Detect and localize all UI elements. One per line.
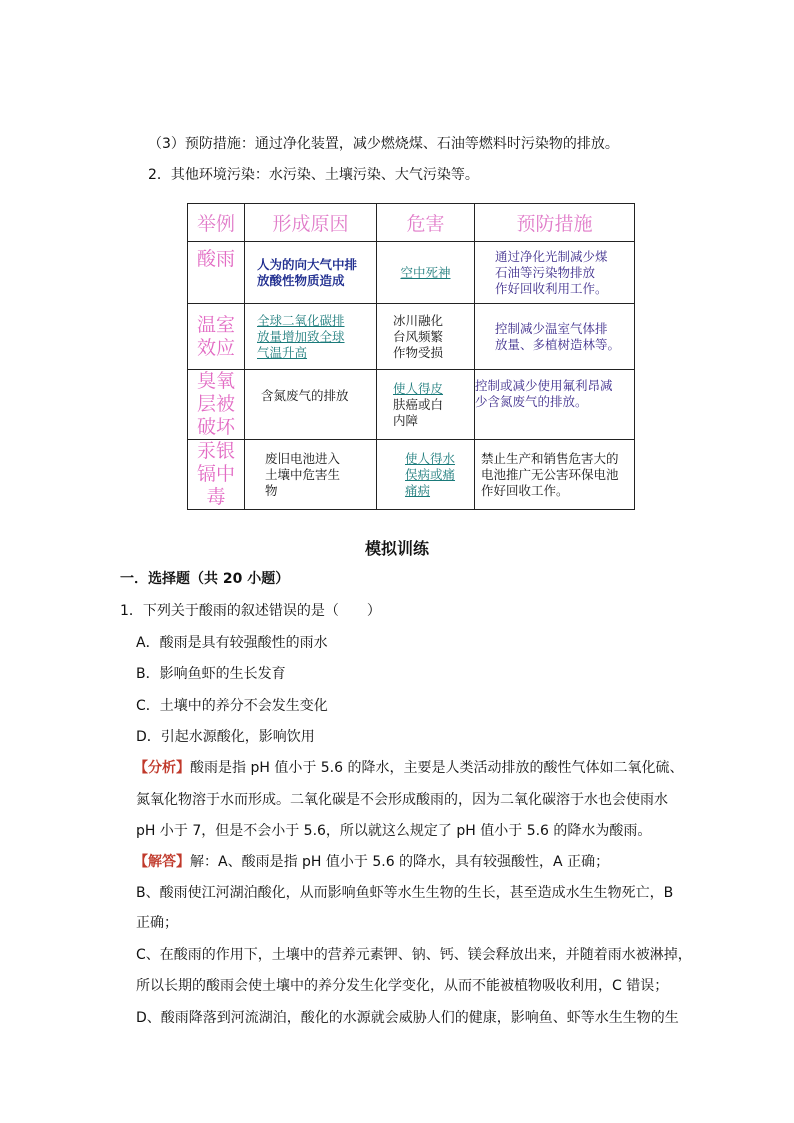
- answer-line-1: 【解答】解：A、酸雨是指 pH 值小于 5.6 的降水，具有较强酸性，A 正确；: [134, 854, 610, 870]
- answer-line-4: C、在酸雨的作用下，土壤中的营养元素钾、钠、钙、镁会释放出来，并随着雨水被淋掉，: [136, 947, 692, 963]
- header-prevention: 预防措施: [475, 204, 635, 242]
- table-row-ozone: [188, 370, 635, 440]
- header-example: 举例: [188, 204, 245, 242]
- row-prevention: 控制或减少使用氟利昂减 少含氮废气的排放。: [475, 370, 635, 440]
- analysis-line-1: 【分析】酸雨是指 pH 值小于 5.6 的降水，主要是人类活动排放的酸性气体如二氧化硫、: [134, 760, 684, 776]
- answer-line-2: B、酸雨使江河湖泊酸化，从而影响鱼虾等水生生物的生长，甚至造成水生生物死亡，B: [136, 885, 674, 901]
- row-prevention: 控制减少温室气体排 放量、多植树造林等。: [475, 304, 635, 370]
- table-row-mercury: [188, 440, 635, 510]
- option-d: D．引起水源酸化，影响饮用: [136, 729, 315, 745]
- header-harm: 危害: [377, 204, 475, 242]
- row-name: 汞银 镉中 毒: [188, 440, 245, 510]
- row-cause: 废旧电池进入 土壤中危害生 物: [245, 440, 377, 510]
- row-harm: 使人得皮 肤癌或白 内障: [377, 370, 475, 440]
- row-cause: 全球二氧化碳排 放量增加致全球 气温升高: [245, 304, 377, 370]
- intro-line-1: （3）预防措施：通过净化装置，减少燃烧煤、石油等燃料时污染物的排放。: [148, 136, 619, 152]
- analysis-line-2: 氮氧化物溶于水而形成。二氧化碳是不会形成酸雨的，因为二氧化碳溶于水也会使雨水: [136, 792, 668, 808]
- header-cause: 形成原因: [245, 204, 377, 242]
- answer-line-6: D、酸雨降落到河流湖泊，酸化的水源就会威胁人们的健康，影响鱼、虾等水生生物的生: [136, 1010, 679, 1026]
- answer-tag: 【解答】: [134, 854, 190, 870]
- table-header-row: [188, 204, 635, 242]
- intro-line-2: 2．其他环境污染：水污染、土壤污染、大气污染等。: [148, 167, 479, 183]
- section-title: 模拟训练: [364, 539, 429, 558]
- analysis-line-3: pH 小于 7，但是不会小于 5.6，所以就这么规定了 pH 值小于 5.6 的降水为酸雨。: [136, 823, 652, 839]
- analysis-tag: 【分析】: [134, 760, 190, 776]
- table-row-acid-rain: [188, 242, 635, 304]
- question-stem: 1．下列关于酸雨的叙述错误的是（ ）: [120, 603, 381, 619]
- option-b: B．影响鱼虾的生长发育: [136, 666, 286, 682]
- table-row-greenhouse: [188, 304, 635, 370]
- option-a: A．酸雨是具有较强酸性的雨水: [136, 635, 328, 651]
- row-name: 臭氧 层被 破坏: [188, 370, 245, 440]
- section-heading: 一．选择题（共 20 小题）: [120, 571, 290, 587]
- row-harm: 空中死神: [377, 242, 475, 304]
- row-prevention: 禁止生产和销售危害大的 电池推广无公害环保电池 作好回收工作。: [475, 440, 635, 510]
- row-prevention: 通过净化光制减少煤 石油等污染物排放 作好回收利用工作。: [475, 242, 635, 304]
- option-c: C．土壤中的养分不会发生变化: [136, 698, 328, 714]
- answer-line-5: 所以长期的酸雨会使土壤中的养分发生化学变化，从而不能被植物吸收利用，C 错误；: [136, 978, 669, 994]
- row-cause: 人为的向大气中排 放酸性物质造成: [245, 242, 377, 304]
- row-name: 温室 效应: [188, 304, 245, 370]
- row-name: 酸雨: [188, 242, 245, 304]
- row-harm: 冰川融化 台风频繁 作物受损: [377, 304, 475, 370]
- row-cause: 含氮废气的排放: [245, 370, 377, 440]
- pollution-table: [187, 203, 635, 510]
- row-harm: 使人得水 俣病或痛 痛病: [377, 440, 475, 510]
- answer-line-3: 正确；: [136, 915, 178, 931]
